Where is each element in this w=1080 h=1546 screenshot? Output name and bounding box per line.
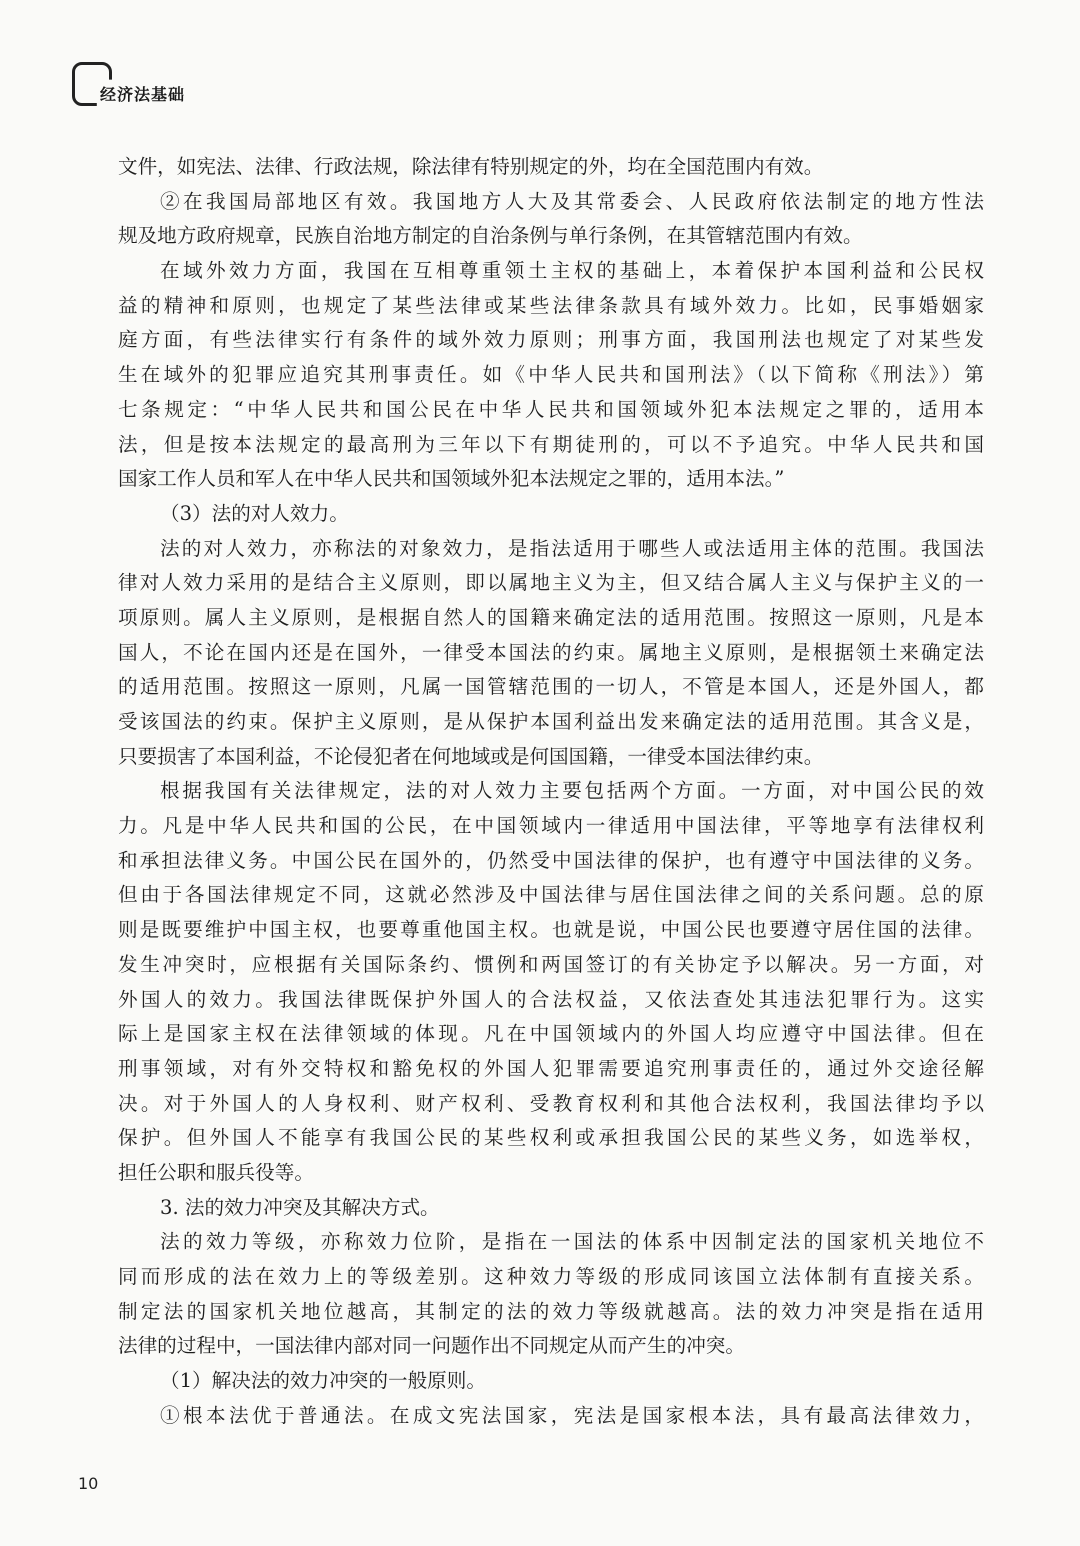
text-line: （3）法的对人效力。 xyxy=(160,501,349,525)
text-line: 担任公职和服兵役等。 xyxy=(118,1160,314,1184)
text-line: 项原则。属人主义原则，是根据自然人的国籍来确定法的适用范围。按照这一原则，凡是本 xyxy=(118,605,984,629)
page-body xyxy=(118,150,984,1433)
text-line: 根据我国有关法律规定，法的对人效力主要包括两个方面。一方面，对中国公民的效 xyxy=(160,779,984,803)
text-line: 文件，如宪法、法律、行政法规，除法律有特别规定的外，均在全国范围内有效。 xyxy=(118,155,824,178)
text-line: 国家工作人员和军人在中华人民共和国领域外犯本法规定之罪的，适用本法。” xyxy=(118,467,785,491)
text-line: 国人，不论在国内还是在国外，一律受本国法的约束。属地主义原则，是根据领土来确定法 xyxy=(118,640,984,664)
text-line: 则是既要维护中国主权，也要尊重他国主权。也就是说，中国公民也要遵守居住国的法律。 xyxy=(118,918,984,942)
text-line: 决。对于外国人的人身权利、财产权利、受教育权利和其他合法权利，我国法律均予以 xyxy=(118,1091,984,1115)
text-line: 在域外效力方面，我国在互相尊重领土主权的基础上，本着保护本国利益和公民权 xyxy=(160,259,984,283)
text-line: 庭方面，有些法律实行有条件的域外效力原则；刑事方面，我国刑法也规定了对某些发 xyxy=(118,328,984,352)
text-line: 刑事领域，对有外交特权和豁免权的外国人犯罪需要追究刑事责任的，通过外交途径解 xyxy=(118,1056,984,1080)
text-line: 法律的过程中，一国法律内部对同一问题作出不同规定从而产生的冲突。 xyxy=(118,1334,745,1358)
text-line: ②在我国局部地区有效。我国地方人大及其常委会、人民政府依法制定的地方性法 xyxy=(160,189,984,213)
text-line: 法，但是按本法规定的最高刑为三年以下有期徒刑的，可以不予追究。中华人民共和国 xyxy=(118,432,984,456)
text-line: 生在域外的犯罪应追究其刑事责任。如《中华人民共和国刑法》（以下简称《刑法》）第 xyxy=(118,363,984,387)
page-number: 10 xyxy=(78,1474,99,1493)
text-line: 发生冲突时，应根据有关国际条约、惯例和两国签订的有关协定予以解决。另一方面，对 xyxy=(118,952,984,976)
text-line: 和承担法律义务。中国公民在国外的，仍然受中国法律的保护，也有遵守中国法律的义务。 xyxy=(118,848,984,872)
text-line: 规及地方政府规章，民族自治地方制定的自治条例与单行条例，在其管辖范围内有效。 xyxy=(118,224,863,248)
text-line: 但由于各国法律规定不同，这就必然涉及中国法律与居住国法律之间的关系问题。总的原 xyxy=(118,883,984,907)
text-line: 只要损害了本国利益，不论侵犯者在何地域或是何国国籍，一律受本国法律约束。 xyxy=(118,744,824,768)
text-line: ①根本法优于普通法。在成文宪法国家，宪法是国家根本法，具有最高法律效力， xyxy=(160,1403,984,1427)
text-line: 律对人效力采用的是结合主义原则，即以属地主义为主，但又结合属人主义与保护主义的一 xyxy=(118,571,984,595)
text-line: 受该国法的约束。保护主义原则，是从保护本国利益出发来确定法的适用范围。其含义是， xyxy=(118,710,984,733)
text-line: 法的对人效力，亦称法的对象效力，是指法适用于哪些人或法适用主体的范围。我国法 xyxy=(160,536,984,560)
text-line: （1）解决法的效力冲突的一般原则。 xyxy=(160,1369,486,1393)
text-line: 益的精神和原则，也规定了某些法律或某些法律条款具有域外效力。比如，民事婚姻家 xyxy=(118,293,984,317)
text-line: 同而形成的法在效力上的等级差别。这种效力等级的形成同该国立法体制有直接关系。 xyxy=(118,1265,984,1288)
text-line: 法的效力等级，亦称效力位阶，是指在一国法的体系中因制定法的国家机关地位不 xyxy=(160,1230,984,1254)
text-line: 制定法的国家机关地位越高，其制定的法的效力等级就越高。法的效力冲突是指在适用 xyxy=(118,1299,984,1323)
running-title: 经济法基础 xyxy=(100,85,186,104)
text-line: 的适用范围。按照这一原则，凡属一国管辖范围的一切人，不管是本国人，还是外国人，都 xyxy=(118,675,984,699)
text-line: 际上是国家主权在法律领域的体现。凡在中国领域内的外国人均应遵守中国法律。但在 xyxy=(118,1022,984,1046)
text-line: 外国人的效力。我国法律既保护外国人的合法权益，又依法查处其违法犯罪行为。这实 xyxy=(118,987,984,1011)
text-line: 七条规定：“中华人民共和国公民在中华人民共和国领域外犯本法规定之罪的，适用本 xyxy=(118,397,984,421)
text-line: 力。凡是中华人民共和国的公民，在中国领域内一律适用中国法律，平等地享有法律权利 xyxy=(118,814,984,838)
text-line: 保护。但外国人不能享有我国公民的某些权利或承担我国公民的某些义务，如选举权， xyxy=(118,1126,984,1150)
text-line: 3. 法的效力冲突及其解决方式。 xyxy=(160,1195,440,1219)
